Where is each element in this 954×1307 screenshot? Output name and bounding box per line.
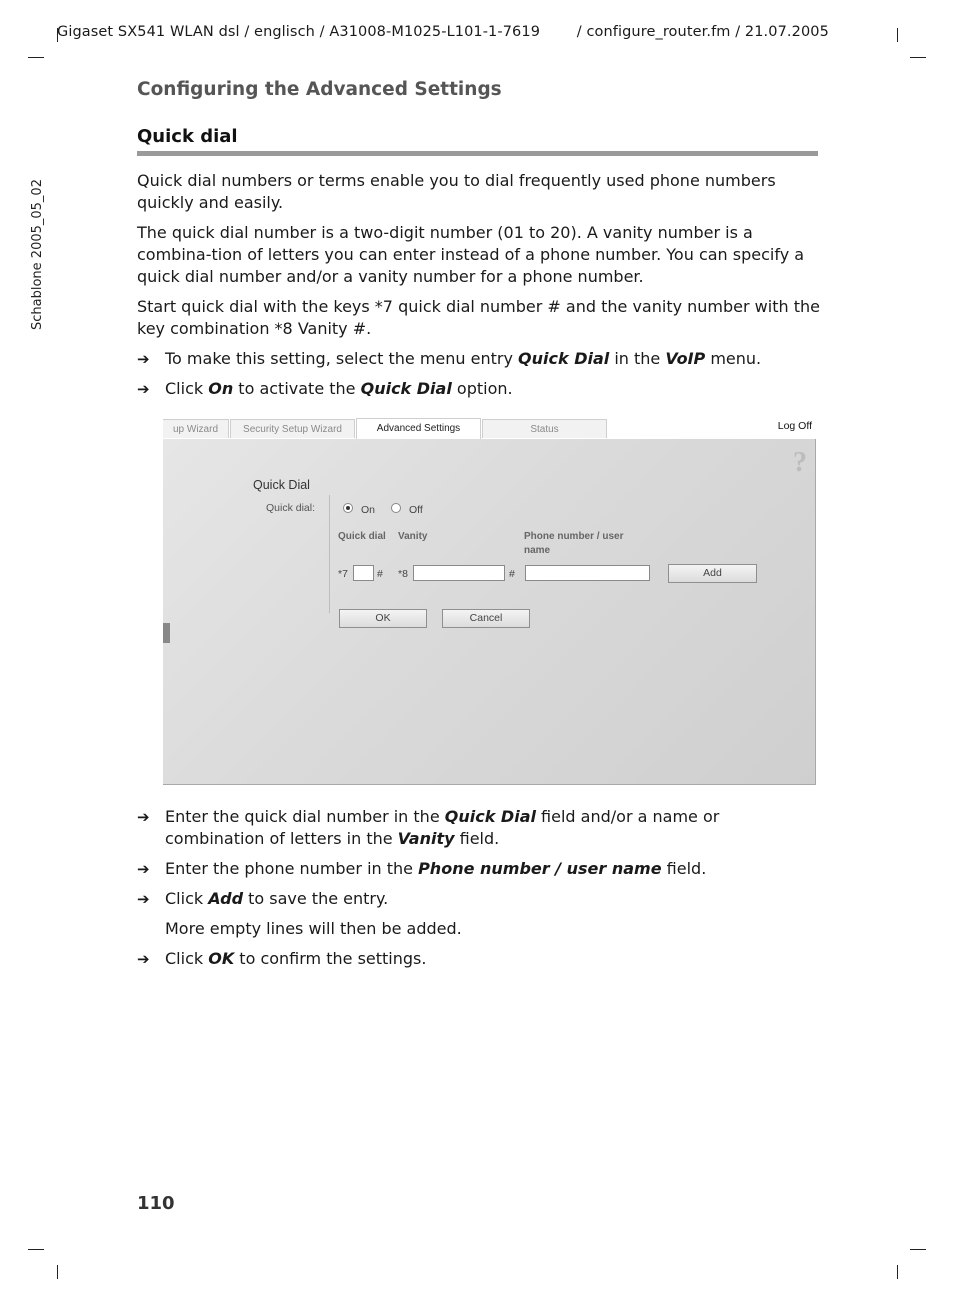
- step-emphasis: Quick Dial: [444, 807, 536, 826]
- step-emphasis: VoIP: [665, 349, 706, 368]
- tab-bar: [163, 417, 816, 439]
- step-note: [137, 918, 821, 940]
- column-vanity: Vanity: [398, 531, 428, 542]
- template-label: Schablone 2005_05_02: [30, 179, 45, 330]
- radio-on-label: On: [361, 504, 376, 516]
- step-emphasis: OK: [208, 949, 235, 968]
- step-text: to activate the: [233, 379, 361, 398]
- hash-label: #: [377, 568, 383, 580]
- step-text: field.: [661, 859, 707, 878]
- step-activate: [137, 378, 821, 400]
- header-left: Gigaset SX541 WLAN dsl / englisch / A31008-M1025-L101-1-7619: [57, 24, 541, 40]
- prefix-star-8: *8: [398, 568, 408, 580]
- step-text: field and/or a name or combination of letters in the: [165, 807, 720, 848]
- arrow-icon: ➔: [137, 380, 150, 398]
- tab-setup-wizard[interactable]: up Wizard: [163, 419, 229, 438]
- step-emphasis: On: [208, 379, 234, 398]
- paragraph-start: Start quick dial with the keys *7 quick dial number # and the vanity number with the key combination *8 Vanity #.: [137, 297, 820, 338]
- phone-number-input[interactable]: [525, 565, 650, 581]
- page-number: 110: [137, 1193, 175, 1214]
- prefix-star-7: *7: [338, 568, 348, 580]
- step-select-menu: [137, 348, 821, 370]
- log-off-link[interactable]: Log Off: [777, 420, 812, 432]
- crop-mark: [57, 1265, 58, 1279]
- arrow-icon: ➔: [137, 808, 150, 826]
- step-text: Click: [165, 379, 209, 398]
- step-text: menu.: [705, 349, 762, 368]
- vanity-input[interactable]: [413, 565, 505, 581]
- step-enter-phone: [137, 858, 821, 880]
- scroll-marker: [163, 623, 170, 643]
- ok-button[interactable]: OK: [339, 609, 427, 628]
- column-quick-dial: Quick dial: [338, 531, 386, 542]
- step-text: option.: [451, 379, 513, 398]
- step-text: To make this setting, select the menu entry: [165, 349, 519, 368]
- step-emphasis: Vanity: [397, 829, 455, 848]
- step-text: in the: [609, 349, 666, 368]
- arrow-icon: ➔: [137, 860, 150, 878]
- chapter-title: Configuring the Advanced Settings: [137, 79, 502, 100]
- step-text: to confirm the settings.: [234, 949, 427, 968]
- column-phone-number: Phone number / user name: [524, 531, 624, 556]
- crop-mark: [28, 1249, 44, 1250]
- arrow-icon: ➔: [137, 890, 150, 908]
- step-text: field.: [454, 829, 500, 848]
- step-text: Click: [165, 949, 209, 968]
- quick-dial-label: Quick dial:: [266, 502, 316, 514]
- arrow-icon: ➔: [137, 950, 150, 968]
- radio-off[interactable]: [391, 503, 401, 513]
- step-click-add: [137, 888, 821, 910]
- hash-label: #: [509, 568, 515, 580]
- section-title: Quick dial: [137, 126, 238, 147]
- document-header: [57, 24, 829, 40]
- help-icon[interactable]: ?: [793, 447, 807, 478]
- step-text: Enter the phone number in the: [165, 859, 419, 878]
- arrow-icon: ➔: [137, 350, 150, 368]
- tab-advanced-settings[interactable]: Advanced Settings: [356, 418, 481, 439]
- note-text: More empty lines will then be added.: [165, 919, 462, 938]
- crop-mark: [28, 57, 44, 58]
- crop-mark: [897, 1265, 898, 1279]
- quick-dial-input[interactable]: [353, 565, 374, 581]
- crop-mark: [910, 57, 926, 58]
- paragraph-vanity: The quick dial number is a two-digit number (01 to 20). A vanity number is a combina-tion of letters you can enter instead of a phone number. You can specify a quick dial number and/or a vanity number for a phone number.: [137, 223, 805, 286]
- add-button[interactable]: Add: [668, 564, 757, 583]
- settings-panel: [163, 439, 816, 785]
- radio-off-label: Off: [409, 504, 423, 516]
- section-rule: [137, 151, 818, 156]
- tab-security-setup-wizard[interactable]: Security Setup Wizard: [230, 419, 355, 438]
- step-text: Enter the quick dial number in the: [165, 807, 445, 826]
- step-emphasis: Phone number / user name: [418, 859, 662, 878]
- panel-title: Quick Dial: [253, 478, 310, 492]
- crop-mark: [910, 1249, 926, 1250]
- step-enter-quick-dial: [137, 806, 821, 850]
- step-text: Click: [165, 889, 209, 908]
- radio-on[interactable]: [343, 503, 353, 513]
- router-screenshot: [163, 417, 816, 785]
- cancel-button[interactable]: Cancel: [442, 609, 530, 628]
- tab-status[interactable]: Status: [482, 419, 607, 438]
- crop-mark: [897, 28, 898, 42]
- divider: [329, 495, 330, 613]
- step-text: to save the entry.: [243, 889, 389, 908]
- paragraph-intro: Quick dial numbers or terms enable you to dial frequently used phone numbers quickly and easily.: [137, 171, 776, 212]
- header-right: / configure_router.fm / 21.07.2005: [576, 24, 829, 40]
- step-click-ok: [137, 948, 821, 970]
- step-emphasis: Quick Dial: [518, 349, 610, 368]
- step-emphasis: Quick Dial: [360, 379, 452, 398]
- step-emphasis: Add: [208, 889, 244, 908]
